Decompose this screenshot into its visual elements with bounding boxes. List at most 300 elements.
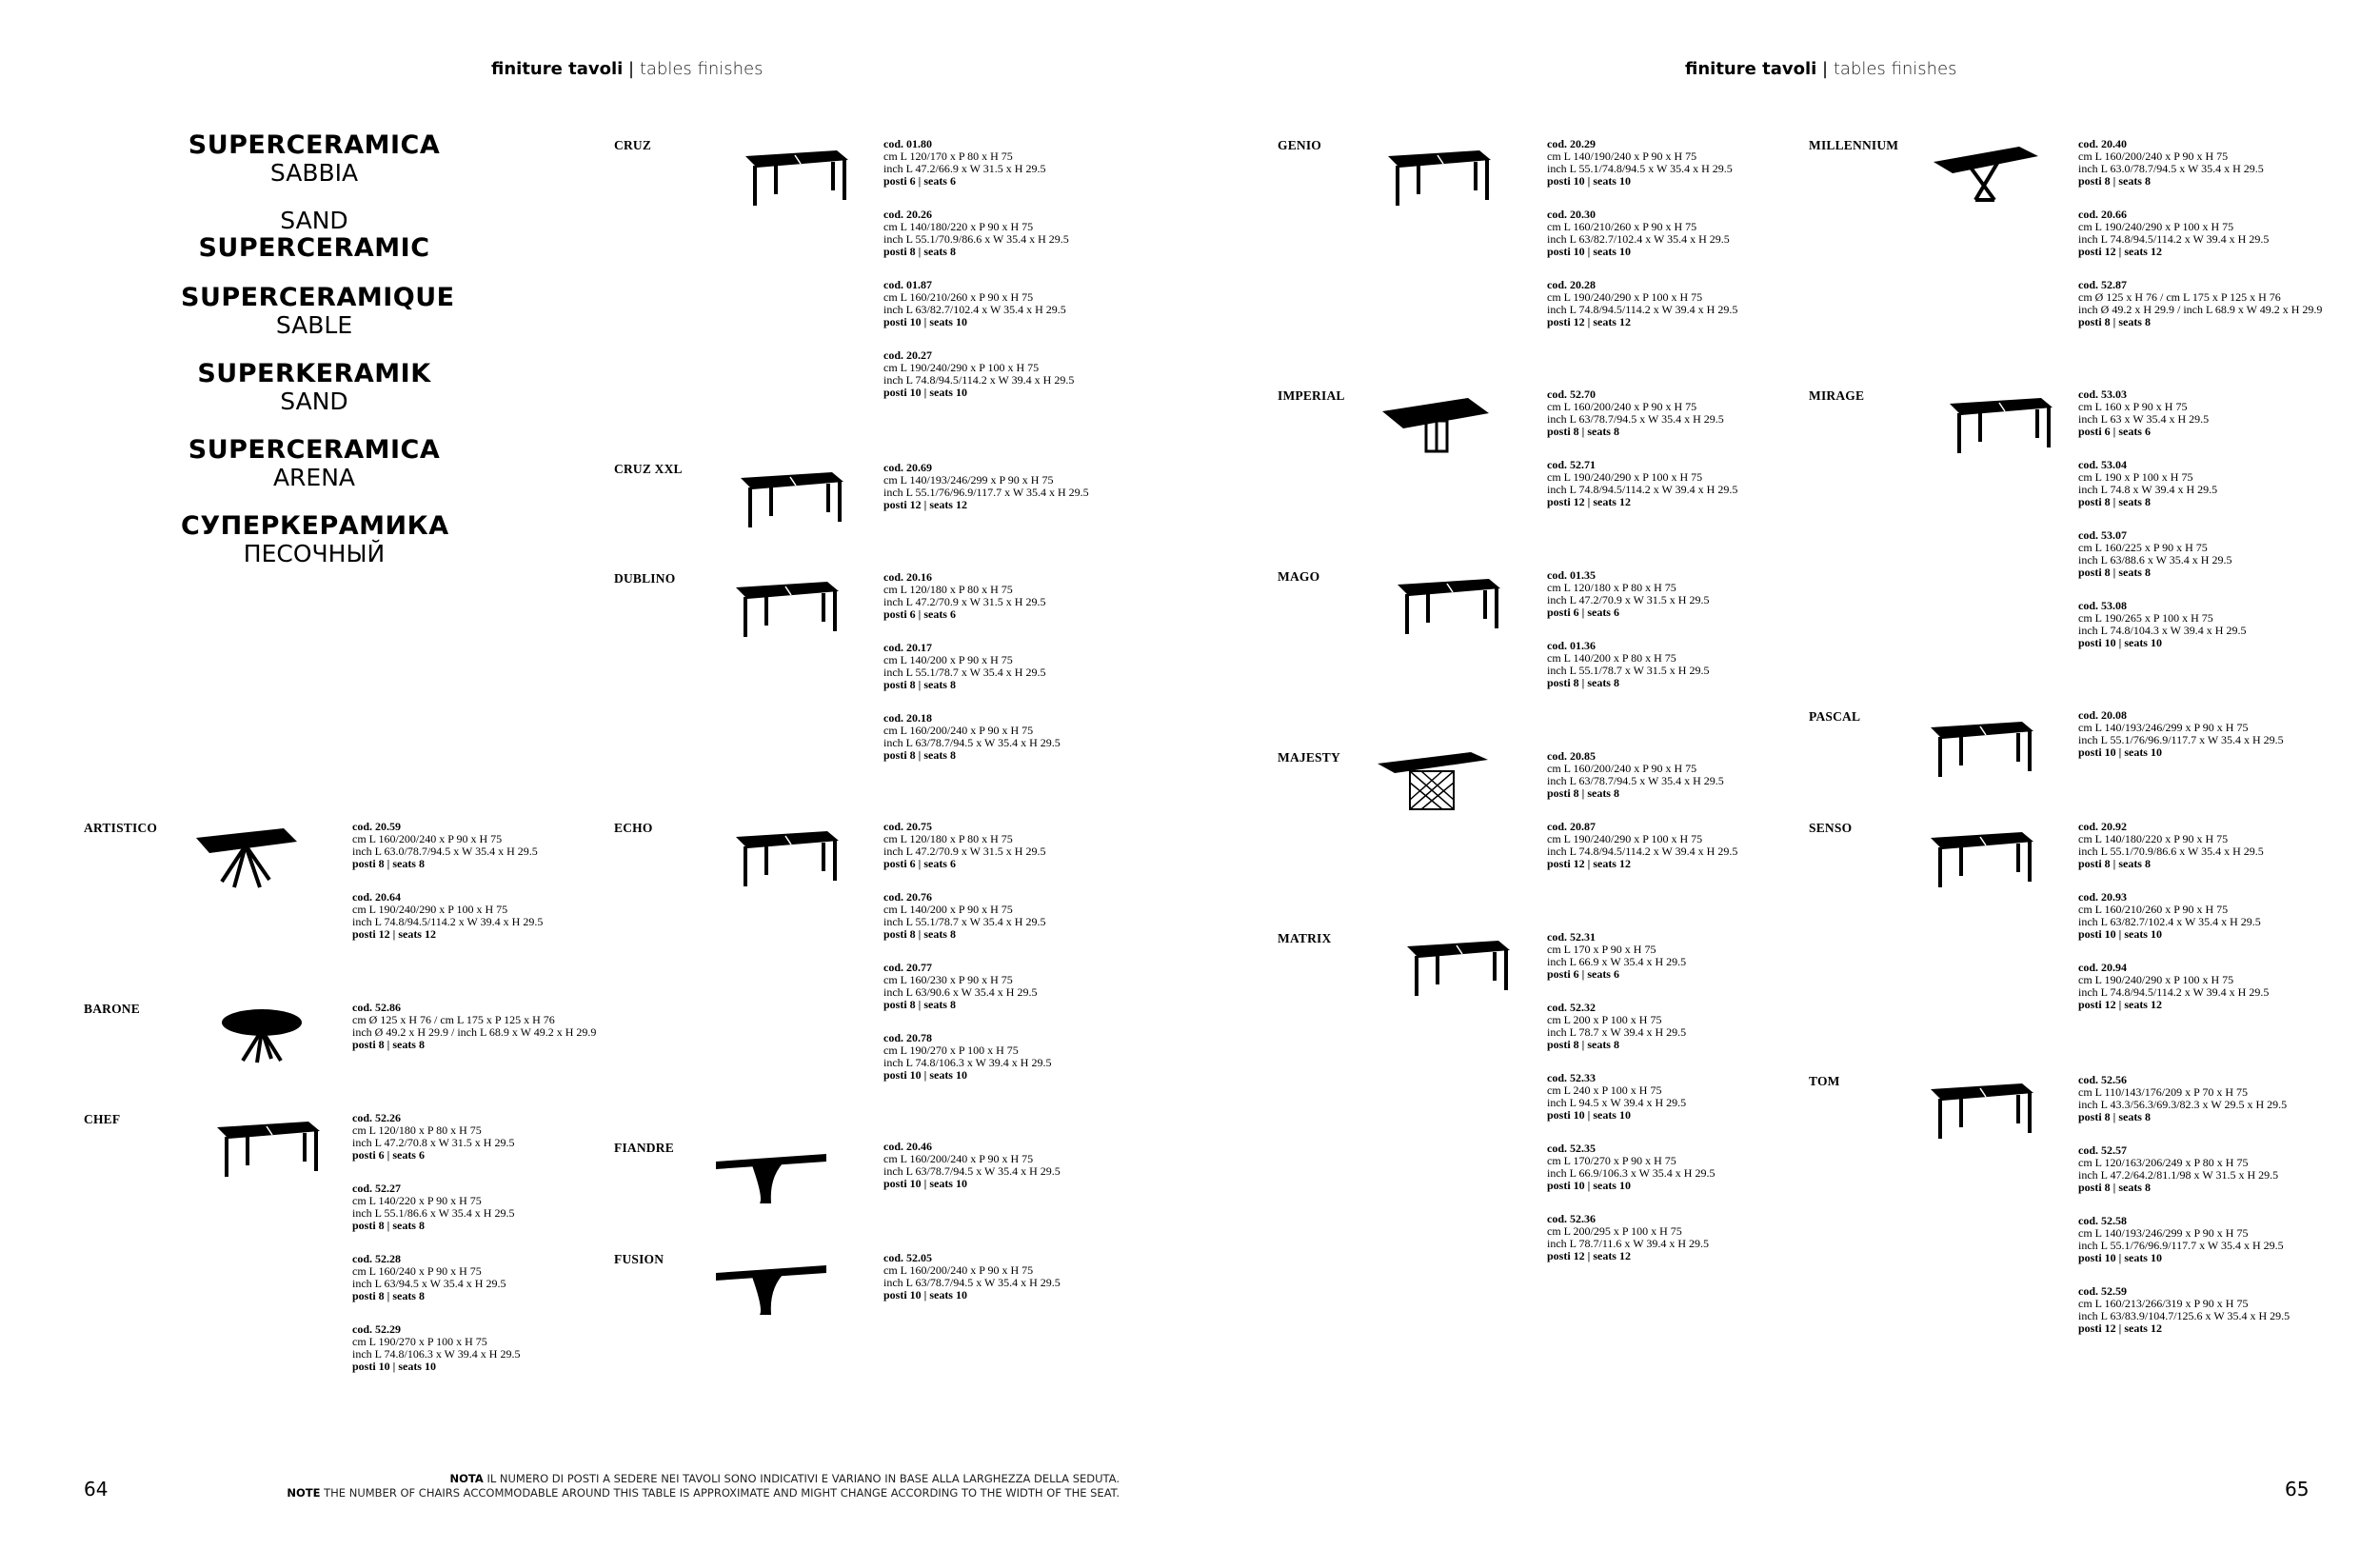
spec-cm: cm L 140/180/220 x P 90 x H 75 xyxy=(883,220,1034,233)
spec-block xyxy=(1547,1002,1823,1051)
spec-block xyxy=(352,1002,628,1051)
spec-block xyxy=(1547,1072,1823,1122)
spec-block xyxy=(1547,1213,1823,1262)
rectangular-table-icon xyxy=(1390,571,1504,638)
spec-code: cod. 52.57 xyxy=(2078,1143,2127,1157)
spec-block xyxy=(2078,962,2354,1011)
spec-cm: cm L 160/210/260 x P 90 x H 75 xyxy=(883,290,1034,304)
spec-code: cod. 01.35 xyxy=(1547,568,1596,582)
spec-code: cod. 52.28 xyxy=(352,1252,401,1265)
spec-seats: posti 12 | seats 12 xyxy=(352,927,436,941)
spec-cm: cm L 170/270 x P 90 x H 75 xyxy=(1547,1154,1676,1167)
spec-seats: posti 8 | seats 8 xyxy=(1547,786,1619,800)
spec-block xyxy=(2078,138,2354,188)
spec-block xyxy=(2078,529,2354,579)
finish-title-en: SAND SUPERCERAMIC xyxy=(198,207,430,263)
table-family-name: CRUZ xyxy=(614,138,652,152)
spec-inch: inch L 47.2/66.9 x W 31.5 x H 29.5 xyxy=(883,162,1046,175)
spec-seats: posti 10 | seats 10 xyxy=(1547,1108,1631,1122)
spec-block xyxy=(883,642,1160,691)
spec-code: cod. 20.78 xyxy=(883,1031,932,1044)
spec-cm: cm L 190/240/290 x P 100 x H 75 xyxy=(352,903,508,916)
spec-block xyxy=(1547,138,1823,188)
spec-code: cod. 20.64 xyxy=(352,890,401,904)
spec-cm: cm L 190 x P 100 x H 75 xyxy=(2078,470,2193,484)
table-family-name: ARTISTICO xyxy=(84,821,158,835)
spec-inch: inch L 63/78.7/94.5 x W 35.4 x H 29.5 xyxy=(883,1164,1061,1178)
spec-seats: posti 10 | seats 10 xyxy=(883,315,967,328)
table-family-name: FUSION xyxy=(614,1252,664,1266)
spec-block xyxy=(1547,640,1823,689)
spec-cm: cm L 200/295 x P 100 x H 75 xyxy=(1547,1224,1682,1238)
spec-seats: posti 6 | seats 6 xyxy=(883,174,956,188)
spec-inch: inch L 55.1/78.7 x W 35.4 x H 29.5 xyxy=(883,666,1046,679)
table-family-name: MAGO xyxy=(1278,569,1320,584)
spec-block xyxy=(1547,1143,1823,1192)
spec-cm: cm L 170 x P 90 x H 75 xyxy=(1547,943,1656,956)
spec-cm: cm L 160/200/240 x P 90 x H 75 xyxy=(1547,762,1697,775)
sculpted-base-table-icon xyxy=(714,1252,828,1319)
spec-seats: posti 8 | seats 8 xyxy=(883,998,956,1011)
spec-seats: posti 10 | seats 10 xyxy=(2078,745,2162,759)
spec-seats: posti 10 | seats 10 xyxy=(352,1360,436,1373)
spec-cm: cm L 200 x P 100 x H 75 xyxy=(1547,1013,1662,1026)
spec-cm: cm L 140/220 x P 90 x H 75 xyxy=(352,1194,482,1207)
spec-cm: cm L 140/200 x P 90 x H 75 xyxy=(883,903,1013,916)
spec-inch: inch L 74.8/106.3 x W 39.4 x H 29.5 xyxy=(883,1056,1052,1069)
spec-seats: posti 8 | seats 8 xyxy=(352,1289,425,1302)
spec-inch: inch Ø 49.2 x H 29.9 / inch L 68.9 x W 49.2 x H 29.9 xyxy=(2078,303,2323,316)
spec-seats: posti 12 | seats 12 xyxy=(1547,857,1631,870)
spec-seats: posti 12 | seats 12 xyxy=(883,498,967,511)
spec-inch: inch L 74.8/94.5/114.2 x W 39.4 x H 29.5 xyxy=(2078,985,2270,999)
spec-cm: cm L 140/193/246/299 x P 90 x H 75 xyxy=(2078,1226,2249,1240)
spec-block xyxy=(2078,1215,2354,1264)
spec-inch: inch L 43.3/56.3/69.3/82.3 x W 29.5 x H 29.5 xyxy=(2078,1098,2288,1111)
table-family-name: DUBLINO xyxy=(614,571,676,586)
rectangular-table-icon xyxy=(733,465,847,531)
spec-cm: cm L 160/200/240 x P 90 x H 75 xyxy=(883,724,1034,737)
spec-code: cod. 20.40 xyxy=(2078,137,2127,150)
spec-cm: cm L 110/143/176/209 x P 70 x H 75 xyxy=(2078,1085,2248,1099)
spec-inch: inch L 47.2/64.2/81.1/98 x W 31.5 x H 29.5 xyxy=(2078,1168,2279,1182)
spec-block xyxy=(2078,891,2354,941)
spec-block xyxy=(1547,209,1823,258)
central-base-table-icon xyxy=(1378,392,1493,459)
spec-code: cod. 20.16 xyxy=(883,570,932,584)
spec-code: cod. 52.59 xyxy=(2078,1284,2127,1298)
spec-code: cod. 20.76 xyxy=(883,890,932,904)
spec-inch: inch L 55.1/74.8/94.5 x W 35.4 x H 29.5 xyxy=(1547,162,1733,175)
spec-seats: posti 6 | seats 6 xyxy=(1547,606,1619,619)
spec-code: cod. 20.75 xyxy=(883,820,932,833)
rectangular-table-icon xyxy=(1923,1076,2037,1143)
table-family-name: MILLENNIUM xyxy=(1809,138,1899,152)
spec-block xyxy=(2078,600,2354,649)
spec-cm: cm L 190/240/290 x P 100 x H 75 xyxy=(883,361,1040,374)
spec-block xyxy=(883,571,1160,621)
finish-title-es: SUPERCERAMICA ARENA xyxy=(188,435,441,491)
spec-inch: inch L 74.8/94.5/114.2 x W 39.4 x H 29.5 xyxy=(2078,232,2270,246)
spec-code: cod. 52.27 xyxy=(352,1182,401,1195)
spec-cm: cm L 120/163/206/249 x P 80 x H 75 xyxy=(2078,1156,2249,1169)
page-header-left: finiture tavoli | tables finishes xyxy=(491,59,764,79)
spec-cm: cm L 190/240/290 x P 100 x H 75 xyxy=(1547,832,1703,845)
table-family-name: SENSO xyxy=(1809,821,1853,835)
spec-seats: posti 8 | seats 8 xyxy=(1547,1038,1619,1051)
spec-seats: posti 8 | seats 8 xyxy=(883,678,956,691)
spec-code: cod. 20.85 xyxy=(1547,749,1596,763)
spec-inch: inch L 63/88.6 x W 35.4 x H 29.5 xyxy=(2078,553,2232,566)
spec-seats: posti 8 | seats 8 xyxy=(352,1038,425,1051)
round-table-icon xyxy=(205,1002,319,1068)
spec-seats: posti 8 | seats 8 xyxy=(1547,425,1619,438)
spec-block xyxy=(1547,931,1823,981)
spec-cm: cm L 120/180 x P 80 x H 75 xyxy=(883,583,1013,596)
spec-cm: cm L 160/200/240 x P 90 x H 75 xyxy=(883,1263,1034,1277)
spec-block xyxy=(883,138,1160,188)
spec-cm: cm L 190/240/290 x P 100 x H 75 xyxy=(1547,470,1703,484)
spec-cm: cm L 120/180 x P 80 x H 75 xyxy=(883,832,1013,845)
spec-cm: cm L 160/200/240 x P 90 x H 75 xyxy=(2078,149,2229,163)
spec-code: cod. 20.69 xyxy=(883,461,932,474)
spec-seats: posti 12 | seats 12 xyxy=(2078,998,2162,1011)
spec-code: cod. 52.35 xyxy=(1547,1142,1596,1155)
spec-code: cod. 53.07 xyxy=(2078,528,2127,542)
footnote-it: NOTA IL NUMERO DI POSTI A SEDERE NEI TAVOLI SONO INDICATIVI E VARIANO IN BASE ALLA LARGHEZZA DELLA SEDUTA. xyxy=(449,1472,1120,1485)
spec-cm: cm Ø 125 x H 76 / cm L 175 x P 125 x H 76 xyxy=(352,1013,555,1026)
spec-cm: cm L 160/210/260 x P 90 x H 75 xyxy=(1547,220,1697,233)
spec-block xyxy=(2078,279,2354,328)
finish-titles xyxy=(181,130,455,588)
spec-code: cod. 52.71 xyxy=(1547,458,1596,471)
spec-code: cod. 52.56 xyxy=(2078,1073,2127,1086)
spec-block xyxy=(1547,279,1823,328)
spec-seats: posti 8 | seats 8 xyxy=(2078,1110,2151,1123)
lattice-base-table-icon xyxy=(1376,748,1490,815)
spec-seats: posti 6 | seats 6 xyxy=(883,607,956,621)
spec-seats: posti 10 | seats 10 xyxy=(1547,174,1631,188)
spec-inch: inch L 74.8/106.3 x W 39.4 x H 29.5 xyxy=(352,1347,521,1361)
table-family-name: PASCAL xyxy=(1809,709,1861,724)
spec-seats: posti 12 | seats 12 xyxy=(1547,315,1631,328)
spec-code: cod. 52.29 xyxy=(352,1322,401,1336)
spec-seats: posti 10 | seats 10 xyxy=(883,1068,967,1082)
spec-cm: cm L 190/265 x P 100 x H 75 xyxy=(2078,611,2213,625)
spec-inch: inch L 63/78.7/94.5 x W 35.4 x H 29.5 xyxy=(883,736,1061,749)
spec-inch: inch L 63/82.7/102.4 x W 35.4 x H 29.5 xyxy=(883,303,1066,316)
spec-block xyxy=(883,279,1160,328)
table-family-name: MIRAGE xyxy=(1809,388,1865,403)
spec-block xyxy=(2078,1144,2354,1194)
table-family-name: IMPERIAL xyxy=(1278,388,1345,403)
table-family-name: MAJESTY xyxy=(1278,750,1340,765)
spec-code: cod. 20.92 xyxy=(2078,820,2127,833)
sculpted-base-table-icon xyxy=(714,1141,828,1207)
spec-inch: inch L 55.1/70.9/86.6 x W 35.4 x H 29.5 xyxy=(2078,845,2264,858)
spec-inch: inch L 47.2/70.8 x W 31.5 x H 29.5 xyxy=(352,1136,515,1149)
spec-cm: cm L 160/210/260 x P 90 x H 75 xyxy=(2078,903,2229,916)
spec-cm: cm L 140/180/220 x P 90 x H 75 xyxy=(2078,832,2229,845)
spec-code: cod. 01.87 xyxy=(883,278,932,291)
spec-cm: cm L 120/180 x P 80 x H 75 xyxy=(352,1123,482,1137)
spec-seats: posti 8 | seats 8 xyxy=(883,927,956,941)
spec-block xyxy=(2078,709,2354,759)
spec-seats: posti 10 | seats 10 xyxy=(883,1288,967,1302)
spec-block xyxy=(883,1252,1160,1302)
spec-inch: inch L 47.2/70.9 x W 31.5 x H 29.5 xyxy=(883,845,1046,858)
table-family-name: FIANDRE xyxy=(614,1141,674,1155)
spec-block xyxy=(1547,569,1823,619)
spec-seats: posti 8 | seats 8 xyxy=(2078,495,2151,508)
table-family-name: CHEF xyxy=(84,1112,121,1126)
spec-seats: posti 8 | seats 8 xyxy=(2078,315,2151,328)
spec-block xyxy=(352,821,628,870)
spec-cm: cm L 140/200 x P 90 x H 75 xyxy=(883,653,1013,666)
spec-inch: inch L 55.1/76/96.9/117.7 x W 35.4 x H 29.5 xyxy=(2078,733,2284,746)
spec-code: cod. 52.86 xyxy=(352,1001,401,1014)
spec-inch: inch L 47.2/70.9 x W 31.5 x H 29.5 xyxy=(883,595,1046,608)
table-family-name: CRUZ XXL xyxy=(614,462,683,476)
spec-code: cod. 20.77 xyxy=(883,961,932,974)
spec-code: cod. 01.36 xyxy=(1547,639,1596,652)
spec-inch: inch L 74.8/94.5/114.2 x W 39.4 x H 29.5 xyxy=(1547,845,1738,858)
spec-seats: posti 12 | seats 12 xyxy=(1547,1249,1631,1262)
spec-cm: cm L 120/170 x P 80 x H 75 xyxy=(883,149,1013,163)
spec-code: cod. 52.70 xyxy=(1547,388,1596,401)
spec-cm: cm L 190/270 x P 100 x H 75 xyxy=(352,1335,487,1348)
table-family-name: GENIO xyxy=(1278,138,1322,152)
spec-code: cod. 52.33 xyxy=(1547,1071,1596,1084)
spec-inch: inch L 63/78.7/94.5 x W 35.4 x H 29.5 xyxy=(1547,774,1724,787)
finish-title-ru: СУПЕРКЕРАМИКА ПЕСОЧНЫЙ xyxy=(181,511,449,567)
spec-seats: posti 8 | seats 8 xyxy=(2078,174,2151,188)
spec-seats: posti 10 | seats 10 xyxy=(1547,245,1631,258)
spec-inch: inch L 63/82.7/102.4 x W 35.4 x H 29.5 xyxy=(1547,232,1730,246)
spec-cm: cm L 160/200/240 x P 90 x H 75 xyxy=(1547,400,1697,413)
spec-code: cod. 20.29 xyxy=(1547,137,1596,150)
spec-code: cod. 52.36 xyxy=(1547,1212,1596,1225)
spec-code: cod. 20.46 xyxy=(883,1140,932,1153)
spec-seats: posti 8 | seats 8 xyxy=(2078,857,2151,870)
spec-cm: cm L 240 x P 100 x H 75 xyxy=(1547,1083,1662,1097)
rectangular-table-icon xyxy=(728,574,843,641)
spec-block xyxy=(2078,1285,2354,1335)
spec-block xyxy=(883,821,1160,870)
spec-inch: inch L 66.9 x W 35.4 x H 29.5 xyxy=(1547,955,1687,968)
spec-code: cod. 52.31 xyxy=(1547,930,1596,944)
spec-block xyxy=(352,1323,628,1373)
spec-seats: posti 10 | seats 10 xyxy=(883,1177,967,1190)
spec-inch: inch L 74.8/94.5/114.2 x W 39.4 x H 29.5 xyxy=(1547,303,1738,316)
spec-seats: posti 10 | seats 10 xyxy=(2078,927,2162,941)
spec-seats: posti 6 | seats 6 xyxy=(883,857,956,870)
spec-code: cod. 52.87 xyxy=(2078,278,2127,291)
spec-seats: posti 8 | seats 8 xyxy=(1547,676,1619,689)
spec-cm: cm L 160/213/266/319 x P 90 x H 75 xyxy=(2078,1297,2249,1310)
rectangular-table-icon xyxy=(209,1114,324,1181)
spec-inch: inch L 74.8/104.3 x W 39.4 x H 29.5 xyxy=(2078,624,2247,637)
spec-inch: inch L 78.7 x W 39.4 x H 29.5 xyxy=(1547,1025,1687,1039)
spec-inch: inch L 55.1/76/96.9/117.7 x W 35.4 x H 29.5 xyxy=(2078,1239,2284,1252)
spec-inch: inch L 63/78.7/94.5 x W 35.4 x H 29.5 xyxy=(883,1276,1061,1289)
spec-block xyxy=(1547,459,1823,508)
rectangular-table-icon xyxy=(728,824,843,890)
spec-block xyxy=(352,1182,628,1232)
spec-inch: inch L 63/82.7/102.4 x W 35.4 x H 29.5 xyxy=(2078,915,2261,928)
spec-inch: inch L 63/78.7/94.5 x W 35.4 x H 29.5 xyxy=(1547,412,1724,426)
spec-inch: inch L 63 x W 35.4 x H 29.5 xyxy=(2078,412,2210,426)
spec-block xyxy=(883,962,1160,1011)
spec-inch: inch L 66.9/106.3 x W 35.4 x H 29.5 xyxy=(1547,1166,1716,1180)
rectangular-table-icon xyxy=(1942,390,2056,457)
spec-code: cod. 53.04 xyxy=(2078,458,2127,471)
spec-block xyxy=(352,1112,628,1162)
spec-code: cod. 52.05 xyxy=(883,1251,932,1264)
spec-cm: cm L 140/193/246/299 x P 90 x H 75 xyxy=(2078,721,2249,734)
finish-title-it: SUPERCERAMICA SABBIA xyxy=(188,130,441,187)
spec-code: cod. 20.18 xyxy=(883,711,932,725)
spec-inch: inch L 55.1/70.9/86.6 x W 35.4 x H 29.5 xyxy=(883,232,1069,246)
footnote-en: NOTE THE NUMBER OF CHAIRS ACCOMMODABLE AROUND THIS TABLE IS APPROXIMATE AND MIGHT CHANGE ACCORDING TO THE WIDTH OF THE SEAT. xyxy=(287,1486,1120,1500)
spec-code: cod. 20.59 xyxy=(352,820,401,833)
spec-inch: inch L 94.5 x W 39.4 x H 29.5 xyxy=(1547,1096,1687,1109)
spec-cm: cm L 160/225 x P 90 x H 75 xyxy=(2078,541,2208,554)
spider-base-table-icon xyxy=(188,825,303,891)
spec-seats: posti 8 | seats 8 xyxy=(2078,1181,2151,1194)
spec-inch: inch L 63/83.9/104.7/125.6 x W 35.4 x H 29.5 xyxy=(2078,1309,2291,1322)
spec-block xyxy=(2078,388,2354,438)
spec-inch: inch L 63/94.5 x W 35.4 x H 29.5 xyxy=(352,1277,506,1290)
spec-cm: cm L 140/200 x P 80 x H 75 xyxy=(1547,651,1676,665)
spec-code: cod. 20.94 xyxy=(2078,961,2127,974)
spec-cm: cm L 160 x P 90 x H 75 xyxy=(2078,400,2188,413)
spec-block xyxy=(2078,209,2354,258)
spec-cm: cm L 190/240/290 x P 100 x H 75 xyxy=(1547,290,1703,304)
spec-code: cod. 20.66 xyxy=(2078,208,2127,221)
spec-seats: posti 8 | seats 8 xyxy=(883,245,956,258)
spec-cm: cm L 140/193/246/299 x P 90 x H 75 xyxy=(883,473,1054,487)
spec-seats: posti 8 | seats 8 xyxy=(352,1219,425,1232)
spec-inch: inch L 55.1/86.6 x W 35.4 x H 29.5 xyxy=(352,1206,515,1220)
spec-code: cod. 52.26 xyxy=(352,1111,401,1124)
rectangular-table-icon xyxy=(1923,714,2037,781)
spec-block xyxy=(883,1141,1160,1190)
spec-code: cod. 01.80 xyxy=(883,137,932,150)
spec-cm: cm L 190/270 x P 100 x H 75 xyxy=(883,1043,1019,1057)
rectangular-table-icon xyxy=(1380,143,1495,209)
spec-inch: inch L 74.8/94.5/114.2 x W 39.4 x H 29.5 xyxy=(883,373,1075,387)
footnote xyxy=(287,1472,1120,1500)
spec-seats: posti 10 | seats 10 xyxy=(883,386,967,399)
table-family-name: BARONE xyxy=(84,1002,140,1016)
spec-seats: posti 8 | seats 8 xyxy=(2078,566,2151,579)
spec-seats: posti 6 | seats 6 xyxy=(352,1148,425,1162)
spec-code: cod. 20.27 xyxy=(883,348,932,362)
spec-cm: cm L 160/200/240 x P 90 x H 75 xyxy=(883,1152,1034,1165)
rectangular-table-icon xyxy=(1923,825,2037,891)
finish-title-fr: SUPERCERAMIQUE SABLE xyxy=(181,283,455,339)
spec-inch: inch Ø 49.2 x H 29.9 / inch L 68.9 x W 49.2 x H 29.9 xyxy=(352,1025,597,1039)
page-number-right: 65 xyxy=(2285,1478,2310,1500)
spec-cm: cm L 190/240/290 x P 100 x H 75 xyxy=(2078,220,2234,233)
spec-code: cod. 52.58 xyxy=(2078,1214,2127,1227)
spec-block xyxy=(883,462,1160,511)
spec-block xyxy=(883,891,1160,941)
spec-inch: inch L 55.1/78.7 x W 35.4 x H 29.5 xyxy=(883,915,1046,928)
spec-code: cod. 20.08 xyxy=(2078,708,2127,722)
spec-code: cod. 20.87 xyxy=(1547,820,1596,833)
spec-block xyxy=(352,1253,628,1302)
rectangular-table-icon xyxy=(738,143,852,209)
spec-block xyxy=(1547,388,1823,438)
spec-code: cod. 20.28 xyxy=(1547,278,1596,291)
spec-block xyxy=(2078,459,2354,508)
spec-seats: posti 8 | seats 8 xyxy=(883,748,956,762)
spec-inch: inch L 74.8/94.5/114.2 x W 39.4 x H 29.5 xyxy=(1547,483,1738,496)
spec-inch: inch L 74.8/94.5/114.2 x W 39.4 x H 29.5 xyxy=(352,915,544,928)
spec-cm: cm L 160/200/240 x P 90 x H 75 xyxy=(352,832,503,845)
spec-inch: inch L 74.8 x W 39.4 x H 29.5 xyxy=(2078,483,2218,496)
spec-seats: posti 6 | seats 6 xyxy=(2078,425,2151,438)
spec-code: cod. 53.08 xyxy=(2078,599,2127,612)
spec-code: cod. 53.03 xyxy=(2078,388,2127,401)
spec-block xyxy=(1547,750,1823,800)
spec-inch: inch L 63.0/78.7/94.5 x W 35.4 x H 29.5 xyxy=(2078,162,2264,175)
spec-cm: cm L 120/180 x P 80 x H 75 xyxy=(1547,581,1676,594)
spec-seats: posti 8 | seats 8 xyxy=(352,857,425,870)
spec-code: cod. 20.30 xyxy=(1547,208,1596,221)
spec-cm: cm L 160/240 x P 90 x H 75 xyxy=(352,1264,482,1278)
spec-code: cod. 20.93 xyxy=(2078,890,2127,904)
spec-cm: cm L 140/190/240 x P 90 x H 75 xyxy=(1547,149,1697,163)
spec-seats: posti 10 | seats 10 xyxy=(2078,636,2162,649)
spec-inch: inch L 47.2/70.9 x W 31.5 x H 29.5 xyxy=(1547,593,1710,606)
spec-seats: posti 10 | seats 10 xyxy=(2078,1251,2162,1264)
spec-block xyxy=(883,1032,1160,1082)
spec-block xyxy=(883,349,1160,399)
table-family-name: TOM xyxy=(1809,1074,1840,1088)
table-family-name: MATRIX xyxy=(1278,931,1332,945)
cross-base-table-icon xyxy=(1928,141,2042,208)
spec-seats: posti 12 | seats 12 xyxy=(2078,1321,2162,1335)
table-family-name: ECHO xyxy=(614,821,653,835)
spec-seats: posti 12 | seats 12 xyxy=(1547,495,1631,508)
spec-code: cod. 52.32 xyxy=(1547,1001,1596,1014)
finish-title-de: SUPERKERAMIK SAND xyxy=(197,359,431,415)
spec-inch: inch L 63.0/78.7/94.5 x W 35.4 x H 29.5 xyxy=(352,845,538,858)
spec-block xyxy=(883,209,1160,258)
spec-block xyxy=(883,712,1160,762)
spec-inch: inch L 63/90.6 x W 35.4 x H 29.5 xyxy=(883,985,1038,999)
spec-code: cod. 20.26 xyxy=(883,208,932,221)
rectangular-table-icon xyxy=(1399,933,1514,1000)
spec-inch: inch L 55.1/78.7 x W 31.5 x H 29.5 xyxy=(1547,664,1710,677)
spec-block xyxy=(1547,821,1823,870)
spec-inch: inch L 78.7/11.6 x W 39.4 x H 29.5 xyxy=(1547,1237,1709,1250)
spec-code: cod. 20.17 xyxy=(883,641,932,654)
spec-cm: cm L 190/240/290 x P 100 x H 75 xyxy=(2078,973,2234,986)
spec-block xyxy=(2078,821,2354,870)
spec-cm: cm Ø 125 x H 76 / cm L 175 x P 125 x H 76 xyxy=(2078,290,2281,304)
spec-block xyxy=(2078,1074,2354,1123)
spec-seats: posti 10 | seats 10 xyxy=(1547,1179,1631,1192)
spec-seats: posti 12 | seats 12 xyxy=(2078,245,2162,258)
spec-seats: posti 6 | seats 6 xyxy=(1547,967,1619,981)
page-number-left: 64 xyxy=(84,1478,109,1500)
spec-block xyxy=(352,891,628,941)
page-header-right: finiture tavoli | tables finishes xyxy=(1685,59,1957,79)
